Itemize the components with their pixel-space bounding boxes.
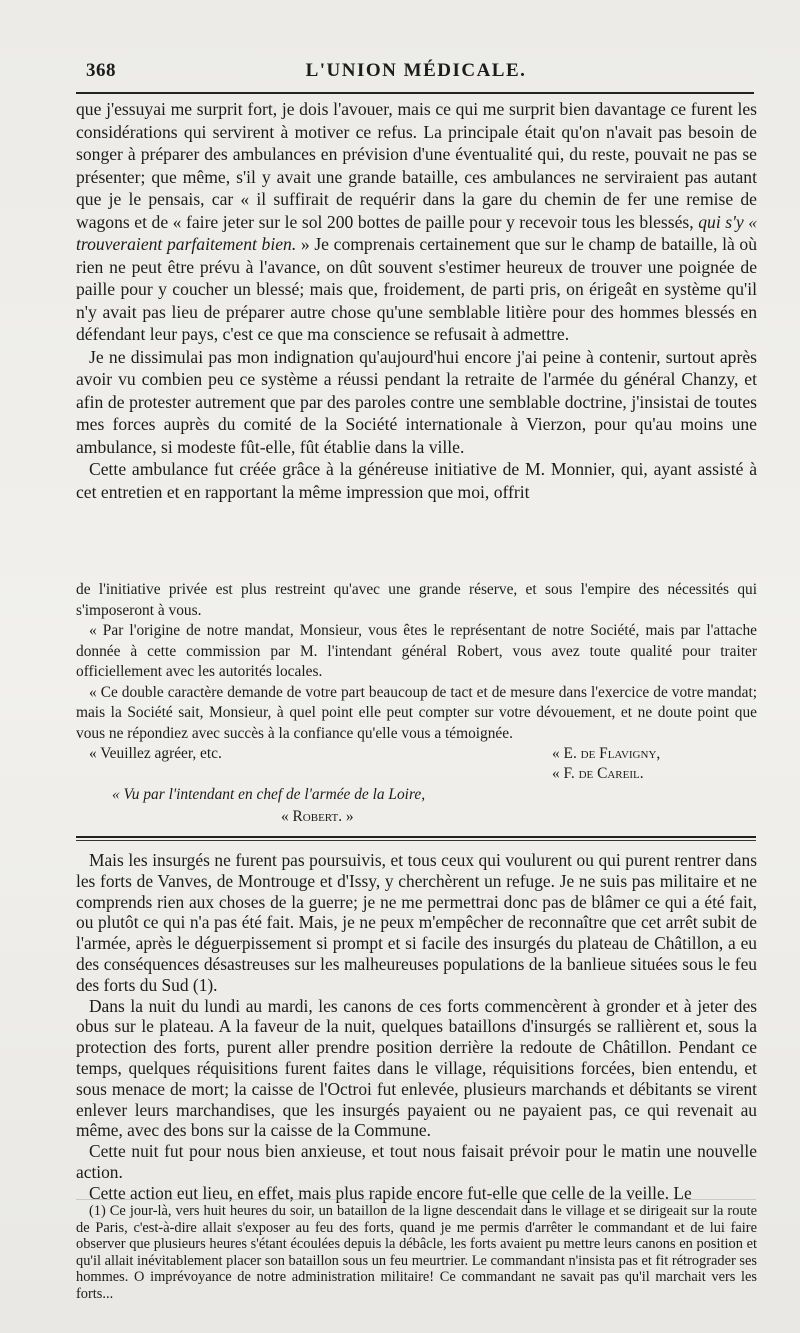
italic-quote: qui s'y « trouveraient parfaitement bien. [76, 211, 757, 254]
running-title: L'UNION MÉDICALE. [305, 60, 527, 81]
paragraph: Je ne dissimulai pas mon indignation qu'aujourd'hui encore j'ai peine à contenir, surtout après avoir vu combien peu ce système a réussi pendant la retraite de l'armée du général Chanzy, et afin de protester autrement que par des paroles contre une semblable doctrine, j'insistai de toutes mes forces auprès du comité de la Société internationale à Vierzon, pour qu'au moins une ambulance, si modeste fût-elle, fût établie dans la ville. [76, 346, 757, 457]
signature-flavigny: « E. de Flavigny, [552, 745, 661, 762]
letter-section [76, 580, 757, 828]
paragraph: Mais les insurgés ne furent pas poursuivis, et tous ceux qui voulurent ou qui purent rentrer dans les forts de Vanves, de Montrouge et d'Issy, y cherchèrent un refuge. Je ne suis pas militaire et ne comprends rien aux choses de la guerre; je ne me permettrai donc pas de blâmer ce qui a été fait, ou plutôt ce qui n'a pas été fait. Mais, je ne peux m'empêcher de reconnaître que cet arrêt subit de l'armée, après le déguerpissement si prompt et si facile des insurgés du plateau de Châtillon, a eu des conséquences désastreuses sur les malheureuses populations de la banlieue situées sous le feu des forts du Sud (1). [76, 850, 757, 995]
signature-careil: « F. de Careil. [552, 765, 644, 782]
closing-row [76, 744, 757, 764]
closing-formula: « Veuillez agréer, etc. [89, 745, 222, 762]
paragraph: Cette action eut lieu, en effet, mais plus rapide encore fut-elle que celle de la veille. Le [89, 1182, 692, 1203]
footnote [76, 1203, 757, 1303]
article-section-1 [76, 98, 757, 503]
section-divider-thin [76, 840, 756, 841]
article-section-2 [76, 850, 757, 1204]
signature-robert: « Robert. » [281, 808, 354, 825]
signature-row [76, 764, 757, 785]
footnote-rule [76, 1199, 756, 1200]
paragraph [76, 98, 757, 346]
letter-paragraph: de l'initiative privée est plus restreint qu'avec une grande réserve, et sous l'empire des nécessités qui s'imposeront à vous. [76, 581, 757, 619]
endorsement-line: « Vu par l'intendant en chef de l'armée de la Loire, [112, 786, 426, 803]
paragraph-text: » Je comprenais certainement que sur le champ de bataille, là où rien ne peut être prévu à l'avance, on dût souvent s'estimer heureux de trouver une poignée de paille pour y coucher un blessé; mais que, froidement, de parti pris, on érigeât en système qu'il n'y avait pas lieu de préparer autre chose qu'une semblable litière pour des hommes blessés en défendant leur pays, c'est ce que ma conscience se refusait à admettre. [76, 234, 758, 344]
paragraph-text: que j'essuyai me surprit fort, je dois l'avouer, mais ce qui me surprit bien davantage ce furent les considérations qui servirent à motiver ce refus. La principale était qu'on n'avait pas besoin de songer à préparer des ambulances en prévision d'une éventualité qui, du reste, pouvait ne pas se présenter; que même, s'il y avait une grande bataille, ces ambulances ne serviraient pas autant que je le pensais, car « il suffirait de requérir dans la gare du chemin de fer une remise de wagons et de « faire jeter sur le sol 200 bottes de paille pour y recevoir tous les blessés, [76, 99, 757, 232]
letter-paragraph: « Ce double caractère demande de votre part beaucoup de tact et de mesure dans l'exercice de votre mandat; mais la Société sait, Monsieur, à quel point elle peut compter sur votre dévouement, et ne doute point que vous ne répondiez avec succès à la confiance qu'elle vous a témoignée. [76, 683, 757, 742]
paragraph: Cette ambulance fut créée grâce à la généreuse initiative de M. Monnier, qui, ayant assisté à cet entretien et en rapportant la même impression que moi, offrit [76, 459, 757, 502]
header-rule [76, 92, 754, 94]
letter-paragraph: « Par l'origine de notre mandat, Monsieur, vous êtes le représentant de notre Société, mais par l'attache donnée à cette commission par M. l'intendant général Robert, vous avez toute qualité pour traiter officiellement avec les autorités locales. [76, 622, 757, 680]
paragraph: Dans la nuit du lundi au mardi, les canons de ces forts commencèrent à gronder et à jeter des obus sur le plateau. A la faveur de la nuit, quelques bataillons d'insurgés se rallièrent et, sous la protection des forts, purent aller prendre position derrière la redoute de Châtillon. Pendant ce temps, quelques réquisitions furent faites dans le village, réquisitions forcées, bien entendu, et sous menace de mort; la caisse de l'Octroi fut enlevée, plusieurs marchands et débitants se virent enlever leurs marchandises, que les insurgés payaient ou ne payaient pas, ce qui revenait au même, avec des bons sur la caisse de la Commune. [76, 995, 757, 1141]
paragraph: Cette nuit fut pour nous bien anxieuse, et tout nous faisait prévoir pour le matin une nouvelle action. [76, 1141, 757, 1182]
page-number: 368 [86, 60, 116, 81]
page-header [76, 58, 756, 86]
section-divider [76, 836, 756, 838]
footnote-text: (1) Ce jour-là, vers huit heures du soir, un bataillon de la ligne descendait dans le village et se dirigeait sur la route de Paris, c'est-à-dire allait s'exposer au feu des forts, quand je me permis d'arrêter le commandant et de lui faire observer que plusieurs heures s'étant écoulées depuis la débâcle, les forts avaient pu mettre leurs canons en position et qu'il allait inévitablement placer son bataillon sous un feu meurtrier. Le commandant n'insista pas et fit rétrograder ses hommes. O imprévoyance de notre administration militaire! Ce commandant ne savait pas qu'il marchait vers les forts... [76, 1203, 757, 1302]
